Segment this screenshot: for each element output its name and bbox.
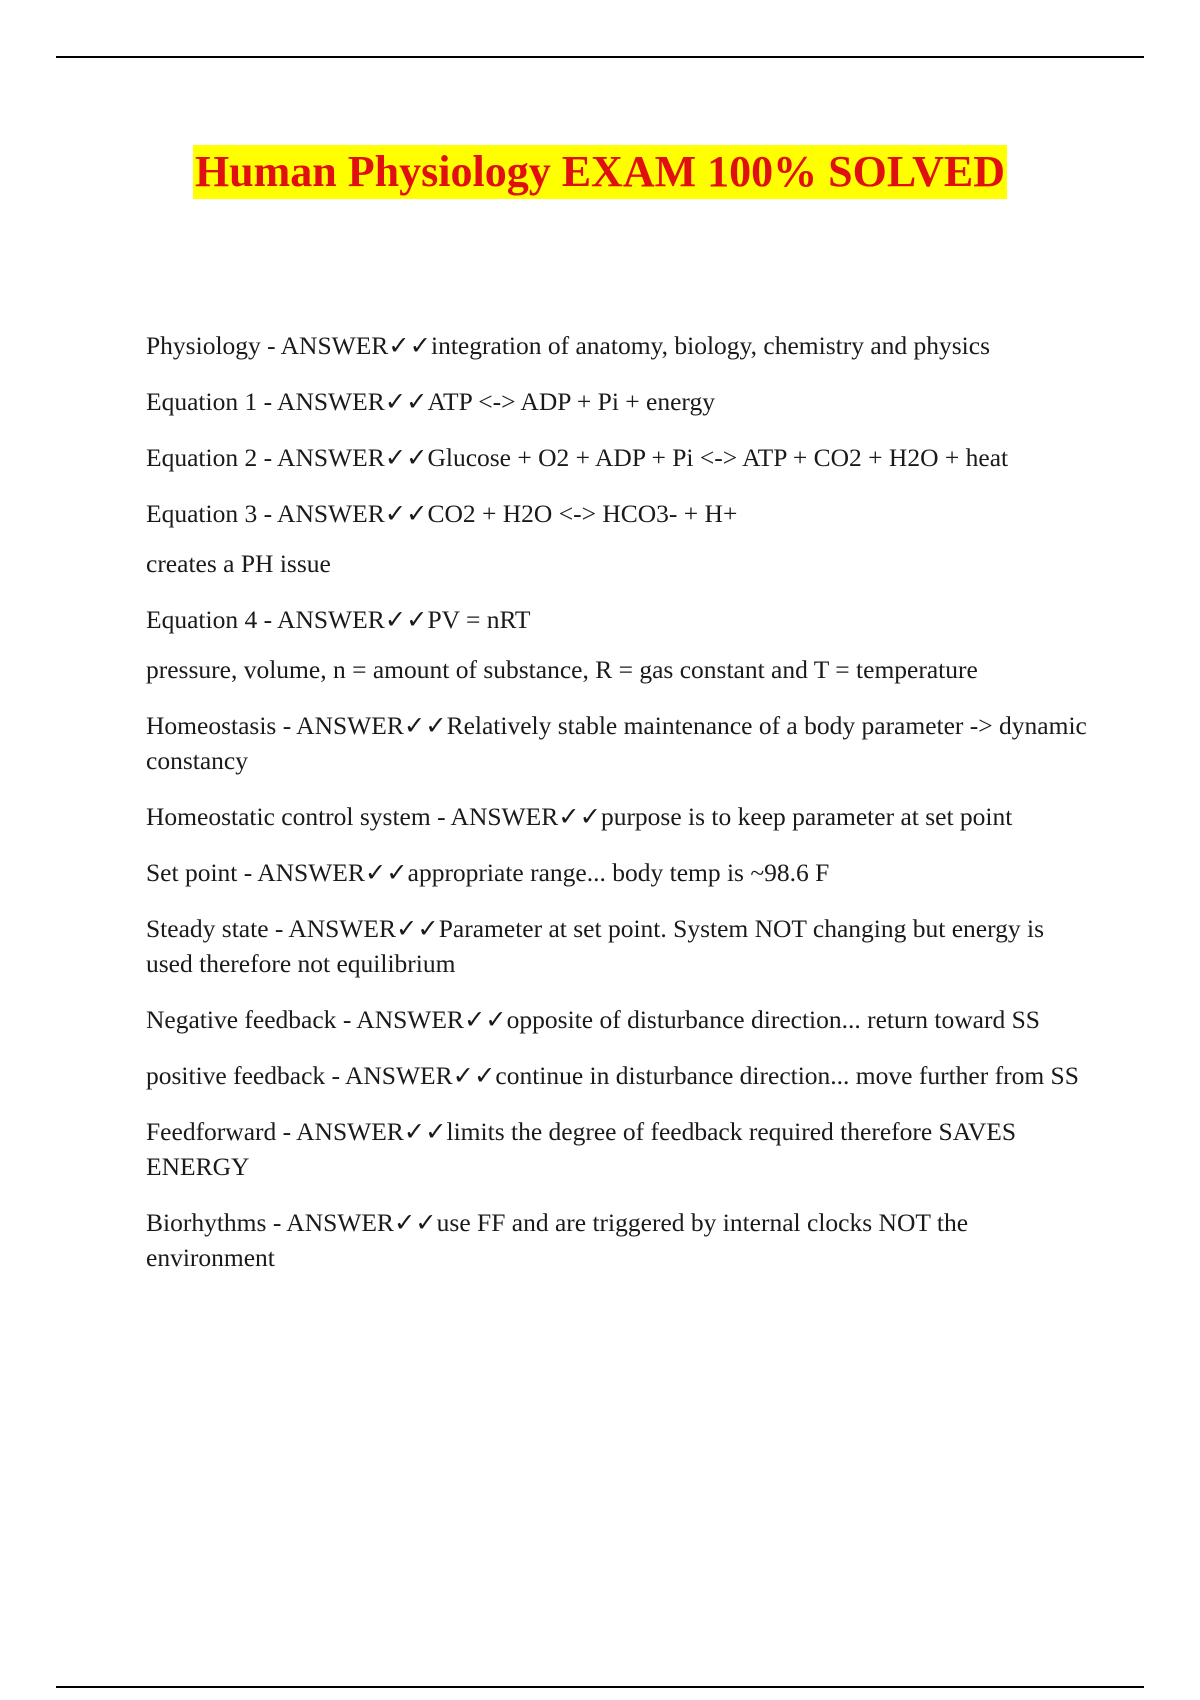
- page-title: Human Physiology EXAM 100% SOLVED: [193, 145, 1007, 199]
- entry-term: positive feedback: [146, 1061, 326, 1090]
- entry-separator: - ANSWER: [268, 914, 397, 943]
- entry-answer: ATP <-> ADP + Pi + energy: [427, 387, 715, 416]
- entry-term: Homeostasis: [146, 711, 277, 740]
- entry-term: Equation 4: [146, 605, 258, 634]
- qa-entry: [146, 440, 1096, 475]
- entry-separator: - ANSWER: [260, 331, 389, 360]
- qa-list: [146, 328, 1096, 1296]
- check-mark-icon: ✓✓: [384, 605, 428, 634]
- entry-term: Homeostatic control system: [146, 802, 431, 831]
- entry-separator: - ANSWER: [276, 1117, 404, 1146]
- entry-term: Set point: [146, 858, 238, 887]
- entry-separator: - ANSWER: [336, 1005, 464, 1034]
- entry-separator: - ANSWER: [257, 387, 385, 416]
- qa-entry: [146, 328, 1096, 363]
- entry-separator: - ANSWER: [257, 499, 385, 528]
- qa-entry: [146, 496, 1096, 531]
- qa-entry: [146, 384, 1096, 419]
- entry-term: Biorhythms: [146, 1208, 267, 1237]
- entry-answer: CO2 + H2O <-> HCO3- + H+: [427, 499, 738, 528]
- entry-answer: purpose is to keep parameter at set point: [600, 802, 1013, 831]
- check-mark-icon: ✓✓: [393, 1208, 437, 1237]
- check-mark-icon: ✓✓: [384, 443, 428, 472]
- entry-answer: use FF and are triggered by internal clocks NOT the environment: [146, 1208, 969, 1272]
- entry-answer: integration of anatomy, biology, chemistry and physics: [431, 331, 991, 360]
- qa-entry: [146, 799, 1096, 834]
- entry-term: Equation 1: [146, 387, 258, 416]
- entry-answer: limits the degree of feedback required therefore SAVES ENERGY: [146, 1117, 1017, 1181]
- top-rule: [56, 56, 1144, 58]
- check-mark-icon: ✓✓: [388, 331, 432, 360]
- bottom-rule: [56, 1686, 1144, 1688]
- qa-entry: [146, 911, 1096, 981]
- entry-separator: - ANSWER: [237, 858, 365, 887]
- qa-entry: [146, 855, 1096, 890]
- check-mark-icon: ✓✓: [463, 1005, 507, 1034]
- entry-term: Steady state: [146, 914, 269, 943]
- check-mark-icon: ✓✓: [452, 1061, 496, 1090]
- entry-term: Negative feedback: [146, 1005, 337, 1034]
- entry-term: Equation 3: [146, 499, 258, 528]
- qa-entry: [146, 708, 1096, 778]
- entry-answer: Relatively stable maintenance of a body parameter -> dynamic constancy: [146, 711, 1087, 775]
- entry-answer: appropriate range... body temp is ~98.6 F: [407, 858, 830, 887]
- entry-separator: - ANSWER: [276, 711, 404, 740]
- check-mark-icon: ✓✓: [396, 914, 439, 943]
- check-mark-icon: ✓✓: [384, 387, 428, 416]
- qa-entry: [146, 1002, 1096, 1037]
- entry-term: Feedforward: [146, 1117, 277, 1146]
- check-mark-icon: ✓✓: [403, 1117, 447, 1146]
- qa-entry: [146, 1205, 1096, 1275]
- qa-entry: [146, 1114, 1096, 1184]
- entry-note: pressure, volume, n = amount of substance, R = gas constant and T = temperature: [146, 655, 978, 684]
- entry-note: creates a PH issue: [146, 549, 331, 578]
- entry-answer: continue in disturbance direction... move further from SS: [495, 1061, 1079, 1090]
- qa-entry: [146, 602, 1096, 637]
- entry-separator: - ANSWER: [257, 443, 385, 472]
- title-container: [0, 145, 1200, 199]
- entry-answer: Parameter at set point. System NOT changing but energy is used therefore not equilibrium: [146, 914, 1045, 978]
- entry-term: Equation 2: [146, 443, 258, 472]
- entry-separator: - ANSWER: [257, 605, 385, 634]
- check-mark-icon: ✓✓: [558, 802, 601, 831]
- check-mark-icon: ✓✓: [364, 858, 408, 887]
- entry-term: Physiology: [146, 331, 261, 360]
- entry-answer: Glucose + O2 + ADP + Pi <-> ATP + CO2 + H2O + heat: [427, 443, 1009, 472]
- check-mark-icon: ✓✓: [403, 711, 447, 740]
- entry-separator: - ANSWER: [325, 1061, 453, 1090]
- entry-answer: PV = nRT: [427, 605, 531, 634]
- check-mark-icon: ✓✓: [384, 499, 428, 528]
- qa-entry: [146, 1058, 1096, 1093]
- entry-answer: opposite of disturbance direction... return toward SS: [506, 1005, 1040, 1034]
- entry-separator: - ANSWER: [266, 1208, 394, 1237]
- entry-separator: - ANSWER: [430, 802, 559, 831]
